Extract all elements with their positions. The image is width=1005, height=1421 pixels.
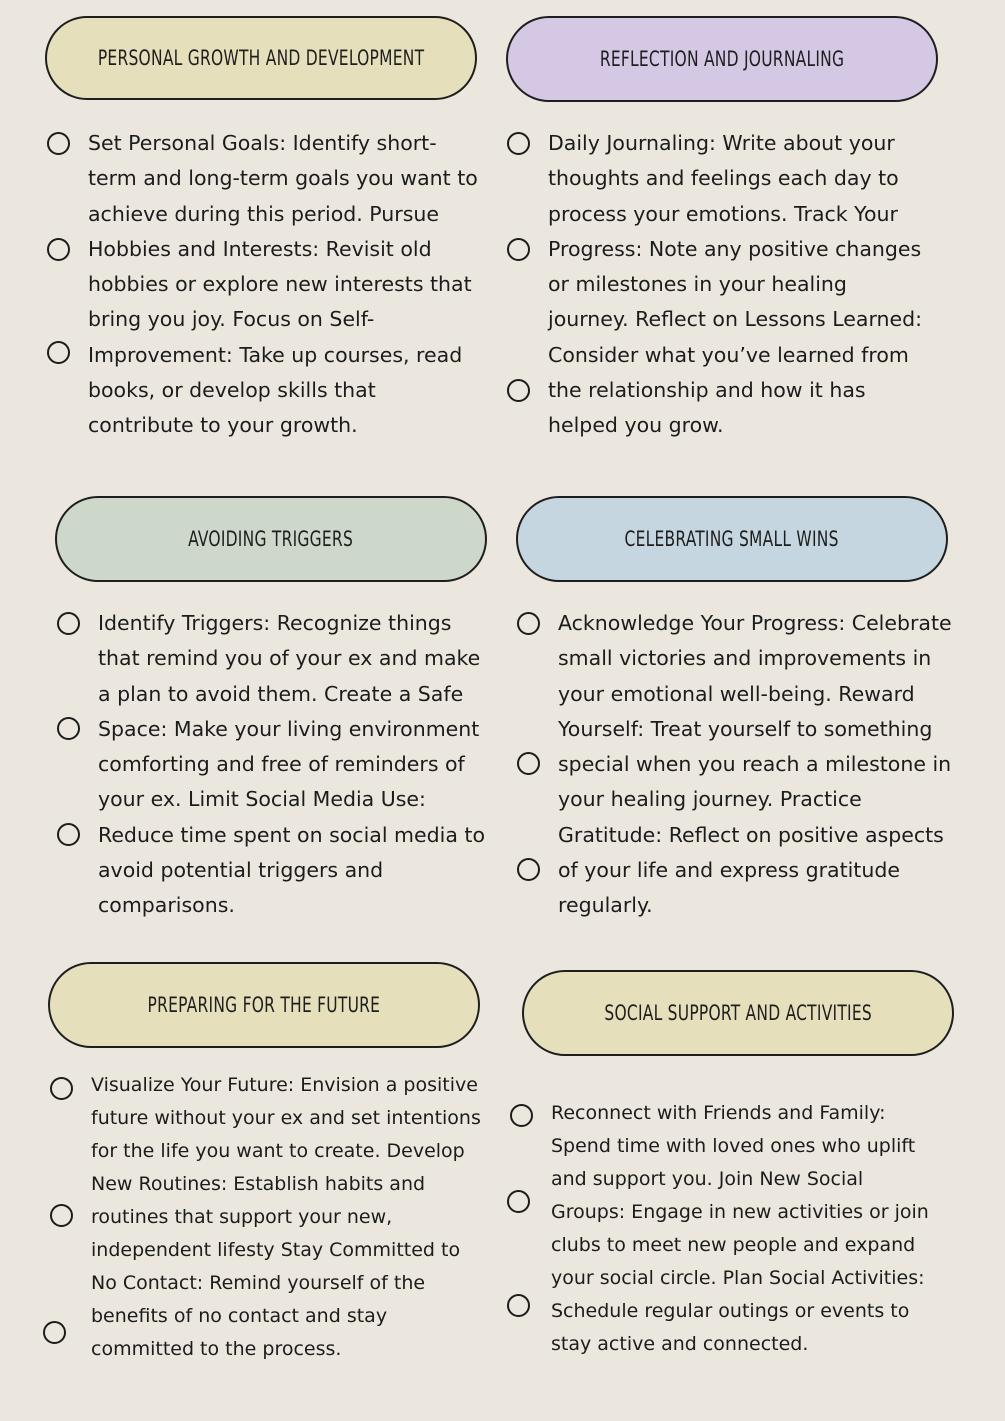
section-title-text: AVOIDING TRIGGERS xyxy=(188,527,354,551)
section-title-reflection xyxy=(506,16,938,102)
checkbox-circle[interactable] xyxy=(57,717,80,740)
checkbox-circle[interactable] xyxy=(50,1077,73,1100)
checkbox-circle[interactable] xyxy=(43,1321,66,1344)
section-title-future xyxy=(48,962,480,1048)
section-title-social-support xyxy=(522,970,954,1056)
checkbox-circle[interactable] xyxy=(517,752,540,775)
checkbox-circle[interactable] xyxy=(57,612,80,635)
section-title-text: REFLECTION AND JOURNALING xyxy=(599,47,845,71)
checkbox-circle[interactable] xyxy=(510,1104,533,1127)
checkbox-circle[interactable] xyxy=(47,132,70,155)
checkbox-circle[interactable] xyxy=(47,238,70,261)
section-body-social-support: Reconnect with Friends and Family: Spend time with loved ones who uplift and support you. Join New Social Groups: Engage in new activities or join clubs to meet new people and expand your social circle. Plan Social Activities: Schedule regular outings or events to stay active and connected. xyxy=(551,1102,929,1355)
checkbox-circle[interactable] xyxy=(57,823,80,846)
section-title-text: CELEBRATING SMALL WINS xyxy=(624,527,840,551)
checkbox-circle[interactable] xyxy=(50,1204,73,1227)
section-body-future: Visualize Your Future: Envision a positive future without your ex and set intentions for the life you want to create. Develop New Routines: Establish habits and routines that support your new, independent lifesty Stay Committed to No Contact: Remind yourself of the benefits of no contact and stay committed to the process. xyxy=(91,1074,481,1360)
section-title-text: PERSONAL GROWTH AND DEVELOPMENT xyxy=(97,46,425,70)
checkbox-circle[interactable] xyxy=(47,341,70,364)
section-title-personal-growth xyxy=(45,16,477,100)
checkbox-circle[interactable] xyxy=(517,858,540,881)
section-body-reflection: Daily Journaling: Write about your thoughts and feelings each day to process your emotions. Track Your Progress: Note any positive changes or milestones in your healing journey. Reflect on Lessons Learned: Consider what you’ve learned from the relationship and how it has helped you grow. xyxy=(548,131,923,438)
section-body-personal-growth: Set Personal Goals: Identify short-term and long-term goals you want to achieve during this period. Pursue Hobbies and Interests: Revisit old hobbies or explore new interests that bring you joy. Focus on Self-Improvement: Take up courses, read books, or develop skills that contribute to your growth. xyxy=(88,131,478,438)
checkbox-circle[interactable] xyxy=(507,132,530,155)
section-title-avoiding-triggers xyxy=(55,496,487,582)
section-body-avoiding-triggers: Identify Triggers: Recognize things that remind you of your ex and make a plan to avoid them. Create a Safe Space: Make your living environment comforting and free of reminders of your ex. Limit Social Media Use: Reduce time spent on social media to avoid potential triggers and comparisons. xyxy=(98,611,485,918)
checkbox-circle[interactable] xyxy=(517,612,540,635)
section-body-small-wins: Acknowledge Your Progress: Celebrate small victories and improvements in your emotional well-being. Reward Yourself: Treat yourself to something special when you reach a milestone in your healing journey. Practice Gratitude: Reflect on positive aspects of your life and express gratitude regularly. xyxy=(558,611,952,918)
checkbox-circle[interactable] xyxy=(507,379,530,402)
checkbox-circle[interactable] xyxy=(507,238,530,261)
section-title-text: SOCIAL SUPPORT AND ACTIVITIES xyxy=(604,1001,872,1025)
checkbox-circle[interactable] xyxy=(507,1294,530,1317)
checkbox-circle[interactable] xyxy=(507,1190,530,1213)
section-title-text: PREPARING FOR THE FUTURE xyxy=(147,993,381,1017)
section-title-small-wins xyxy=(516,496,948,582)
